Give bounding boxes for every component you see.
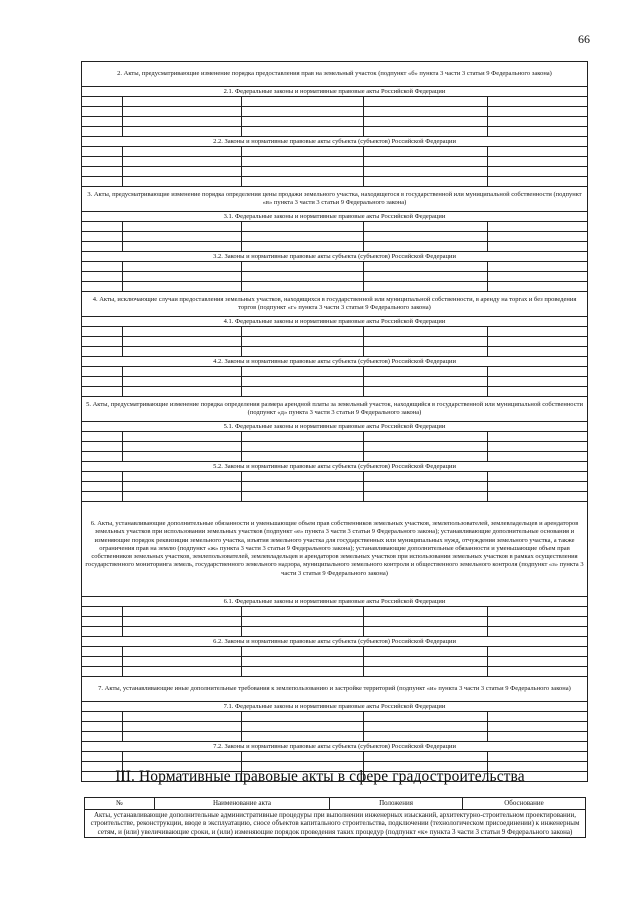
empty-cell: [242, 177, 364, 187]
empty-cell: [488, 117, 588, 127]
empty-cell: [364, 337, 488, 347]
empty-cell: [82, 272, 123, 282]
empty-cell: [242, 347, 364, 357]
blank-row: [82, 732, 588, 742]
empty-cell: [123, 107, 242, 117]
empty-cell: [488, 472, 588, 482]
empty-cell: [364, 232, 488, 242]
empty-cell: [242, 377, 364, 387]
regional-subheading-row: [82, 637, 588, 647]
regional-subheading-row: [82, 252, 588, 262]
group-heading-row: [82, 62, 588, 87]
empty-cell: [242, 147, 364, 157]
empty-cell: [488, 617, 588, 627]
empty-cell: [123, 242, 242, 252]
empty-cell: [364, 647, 488, 657]
blank-row: [82, 157, 588, 167]
empty-cell: [82, 647, 123, 657]
regional-subheading-row: [82, 137, 588, 147]
empty-cell: [488, 177, 588, 187]
empty-cell: [242, 282, 364, 292]
empty-cell: [364, 147, 488, 157]
empty-cell: [123, 222, 242, 232]
empty-cell: [364, 387, 488, 397]
empty-cell: [364, 627, 488, 637]
empty-cell: [82, 147, 123, 157]
empty-cell: [242, 272, 364, 282]
empty-cell: [488, 442, 588, 452]
blank-row: [82, 222, 588, 232]
empty-cell: [242, 492, 364, 502]
empty-cell: [488, 722, 588, 732]
empty-cell: [488, 157, 588, 167]
empty-cell: [123, 282, 242, 292]
empty-cell: [364, 657, 488, 667]
empty-cell: [364, 452, 488, 462]
blank-row: [82, 97, 588, 107]
empty-cell: [364, 117, 488, 127]
regional-subheading: 3.2. Законы и нормативные правовые акты субъекта (субъектов) Российской Федерации: [82, 252, 588, 262]
empty-cell: [123, 722, 242, 732]
empty-cell: [82, 377, 123, 387]
empty-cell: [123, 147, 242, 157]
empty-cell: [82, 242, 123, 252]
empty-cell: [364, 722, 488, 732]
empty-cell: [82, 327, 123, 337]
group-heading-row: [82, 677, 588, 702]
page-number: 66: [578, 32, 590, 46]
empty-cell: [364, 127, 488, 137]
empty-cell: [123, 617, 242, 627]
empty-cell: [82, 97, 123, 107]
col-number-header: №: [85, 798, 155, 810]
empty-cell: [82, 472, 123, 482]
blank-row: [82, 657, 588, 667]
blank-row: [82, 482, 588, 492]
empty-cell: [82, 667, 123, 677]
empty-cell: [123, 442, 242, 452]
federal-subheading: 3.1. Федеральные законы и нормативные правовые акты Российской Федерации: [82, 212, 588, 222]
empty-cell: [82, 432, 123, 442]
empty-cell: [488, 492, 588, 502]
empty-cell: [364, 282, 488, 292]
empty-cell: [488, 167, 588, 177]
regional-subheading: 6.2. Законы и нормативные правовые акты субъекта (субъектов) Российской Федерации: [82, 637, 588, 647]
empty-cell: [488, 387, 588, 397]
empty-cell: [82, 607, 123, 617]
empty-cell: [82, 222, 123, 232]
regional-subheading-row: [82, 357, 588, 367]
empty-cell: [123, 657, 242, 667]
regional-subheading: 7.2. Законы и нормативные правовые акты субъекта (субъектов) Российской Федерации: [82, 742, 588, 752]
empty-cell: [364, 327, 488, 337]
empty-cell: [242, 327, 364, 337]
empty-cell: [364, 272, 488, 282]
empty-cell: [82, 732, 123, 742]
empty-cell: [364, 157, 488, 167]
empty-cell: [123, 347, 242, 357]
empty-cell: [242, 432, 364, 442]
blank-row: [82, 127, 588, 137]
empty-cell: [242, 722, 364, 732]
empty-cell: [242, 482, 364, 492]
empty-cell: [242, 232, 364, 242]
empty-cell: [123, 117, 242, 127]
blank-row: [82, 617, 588, 627]
empty-cell: [242, 472, 364, 482]
empty-cell: [242, 752, 364, 762]
empty-cell: [82, 442, 123, 452]
regional-subheading: 4.2. Законы и нормативные правовые акты субъекта (субъектов) Российской Федерации: [82, 357, 588, 367]
empty-cell: [82, 157, 123, 167]
empty-cell: [242, 607, 364, 617]
empty-cell: [82, 347, 123, 357]
empty-cell: [123, 327, 242, 337]
group-heading-row: [82, 397, 588, 422]
acts-table: [81, 61, 588, 782]
blank-row: [82, 262, 588, 272]
blank-row: [82, 107, 588, 117]
empty-cell: [82, 127, 123, 137]
empty-cell: [82, 722, 123, 732]
empty-cell: [123, 232, 242, 242]
empty-cell: [364, 97, 488, 107]
blank-row: [82, 452, 588, 462]
federal-subheading-row: [82, 317, 588, 327]
empty-cell: [123, 667, 242, 677]
section-3-title: III. Нормативные правовые акты в сфере градостроительства: [115, 768, 525, 785]
empty-cell: [364, 732, 488, 742]
empty-cell: [242, 387, 364, 397]
empty-cell: [123, 472, 242, 482]
empty-cell: [82, 167, 123, 177]
section-3-row-text: Акты, устанавливающие дополнительные административные процедуры при выполнении инженерных изысканий, архитектурно-строительном проектировании, строительстве, реконструкции, вводе в эксплуатацию, сносе объектов капитального строительства, подключении (технологическом присоединении) к инженерным сетям, и (или) увеличивающие сроки, и (или) изменяющие порядок проведения таких процедур (подпункт «к» пункта 3 части 3 статьи 9 Федерального закона): [85, 809, 586, 838]
empty-cell: [364, 492, 488, 502]
empty-cell: [123, 367, 242, 377]
empty-cell: [488, 607, 588, 617]
blank-row: [82, 377, 588, 387]
empty-cell: [242, 97, 364, 107]
empty-cell: [123, 432, 242, 442]
empty-cell: [488, 147, 588, 157]
empty-cell: [364, 222, 488, 232]
empty-cell: [488, 272, 588, 282]
blank-row: [82, 387, 588, 397]
empty-cell: [364, 242, 488, 252]
empty-cell: [82, 712, 123, 722]
blank-row: [82, 327, 588, 337]
group-heading: 4. Акты, исключающие случаи предоставления земельных участков, находящихся в государственной или муниципальной собственности, в аренду на торгах и без проведения торгов (подпункт «г» пункта 3 части 3 статьи 9 Федерального закона): [82, 292, 588, 317]
empty-cell: [488, 127, 588, 137]
empty-cell: [82, 482, 123, 492]
section-3-header-row: [85, 798, 586, 810]
blank-row: [82, 242, 588, 252]
empty-cell: [82, 117, 123, 127]
empty-cell: [488, 367, 588, 377]
empty-cell: [242, 107, 364, 117]
empty-cell: [488, 452, 588, 462]
blank-row: [82, 722, 588, 732]
empty-cell: [82, 657, 123, 667]
empty-cell: [242, 117, 364, 127]
empty-cell: [364, 432, 488, 442]
regional-subheading: 2.2. Законы и нормативные правовые акты субъекта (субъектов) Российской Федерации: [82, 137, 588, 147]
federal-subheading-row: [82, 702, 588, 712]
blank-row: [82, 432, 588, 442]
empty-cell: [242, 157, 364, 167]
federal-subheading-row: [82, 87, 588, 97]
col-provisions-header: Положения: [330, 798, 463, 810]
blank-row: [82, 282, 588, 292]
empty-cell: [364, 347, 488, 357]
blank-row: [82, 272, 588, 282]
empty-cell: [123, 177, 242, 187]
empty-cell: [123, 647, 242, 657]
blank-row: [82, 232, 588, 242]
federal-subheading: 6.1. Федеральные законы и нормативные правовые акты Российской Федерации: [82, 597, 588, 607]
empty-cell: [488, 242, 588, 252]
empty-cell: [82, 282, 123, 292]
blank-row: [82, 647, 588, 657]
regional-subheading: 5.2. Законы и нормативные правовые акты субъекта (субъектов) Российской Федерации: [82, 462, 588, 472]
empty-cell: [364, 367, 488, 377]
empty-cell: [488, 107, 588, 117]
col-act-name-header: Наименование акта: [155, 798, 330, 810]
blank-row: [82, 607, 588, 617]
empty-cell: [364, 262, 488, 272]
empty-cell: [488, 262, 588, 272]
empty-cell: [364, 667, 488, 677]
section-3-table: [84, 797, 586, 838]
regional-subheading-row: [82, 462, 588, 472]
empty-cell: [123, 127, 242, 137]
empty-cell: [242, 657, 364, 667]
empty-cell: [123, 627, 242, 637]
blank-row: [82, 667, 588, 677]
empty-cell: [488, 482, 588, 492]
empty-cell: [82, 337, 123, 347]
blank-row: [82, 712, 588, 722]
blank-row: [82, 347, 588, 357]
group-heading: 6. Акты, устанавливающие дополнительные обязанности и уменьшающие объем прав собственников земельных участков, землепользователей, землевладельцев и арендаторов земельных участков при использовании земельных участков (подпункт «е» пункта 3 части 3 статьи 9 Федерального закона); устанавливающие дополнительные основания и изменяющие порядок реквизиции земельного участка, изъятия земельного участка для государственных или муниципальных нужд, отчуждения земельного участка, а также ограничения прав на землю (подпункт «ж» пункта 3 части 3 статьи 9 Федерального закона); устанавливающие дополнительные обязанности и уменьшающие объем прав собственников земельных участков, землепользователей, землевладельцев и арендаторов земельных участков при использовании земельных участков в рамках осуществления государственного мониторинга земель, государственного земельного надзора, муниципального земельного контроля и общественного земельного контроля (подпункт «з» пункта 3 части 3 статьи 9 Федерального закона): [82, 502, 588, 597]
empty-cell: [242, 452, 364, 462]
empty-cell: [82, 492, 123, 502]
empty-cell: [242, 627, 364, 637]
empty-cell: [123, 262, 242, 272]
group-heading-row: [82, 187, 588, 212]
empty-cell: [364, 752, 488, 762]
empty-cell: [364, 482, 488, 492]
empty-cell: [242, 647, 364, 657]
empty-cell: [242, 167, 364, 177]
federal-subheading-row: [82, 422, 588, 432]
blank-row: [82, 627, 588, 637]
col-justification-header: Обоснование: [463, 798, 586, 810]
group-heading-row: [82, 292, 588, 317]
empty-cell: [488, 752, 588, 762]
empty-cell: [123, 607, 242, 617]
empty-cell: [123, 712, 242, 722]
empty-cell: [123, 97, 242, 107]
empty-cell: [488, 667, 588, 677]
empty-cell: [364, 617, 488, 627]
empty-cell: [123, 157, 242, 167]
empty-cell: [242, 337, 364, 347]
empty-cell: [123, 377, 242, 387]
empty-cell: [82, 752, 123, 762]
blank-row: [82, 367, 588, 377]
blank-row: [82, 472, 588, 482]
empty-cell: [242, 367, 364, 377]
empty-cell: [82, 367, 123, 377]
empty-cell: [364, 177, 488, 187]
empty-cell: [123, 337, 242, 347]
federal-subheading-row: [82, 597, 588, 607]
group-heading: 2. Акты, предусматривающие изменение порядка предоставления прав на земельный участок (подпункт «б» пункта 3 части 3 статьи 9 Федерального закона): [82, 62, 588, 87]
federal-subheading: 4.1. Федеральные законы и нормативные правовые акты Российской Федерации: [82, 317, 588, 327]
empty-cell: [488, 377, 588, 387]
blank-row: [82, 492, 588, 502]
federal-subheading: 7.1. Федеральные законы и нормативные правовые акты Российской Федерации: [82, 702, 588, 712]
empty-cell: [364, 607, 488, 617]
empty-cell: [488, 222, 588, 232]
empty-cell: [123, 167, 242, 177]
empty-cell: [123, 482, 242, 492]
empty-cell: [488, 432, 588, 442]
blank-row: [82, 117, 588, 127]
group-heading: 3. Акты, предусматривающие изменение порядка определения цены продажи земельного участка, находящегося в государственной или муниципальной собственности (подпункт «в» пункта 3 части 3 статьи 9 Федерального закона): [82, 187, 588, 212]
empty-cell: [242, 222, 364, 232]
empty-cell: [242, 262, 364, 272]
empty-cell: [242, 732, 364, 742]
empty-cell: [488, 337, 588, 347]
empty-cell: [82, 617, 123, 627]
empty-cell: [82, 387, 123, 397]
empty-cell: [123, 752, 242, 762]
empty-cell: [123, 272, 242, 282]
section-3-content-row: [85, 809, 586, 838]
federal-subheading-row: [82, 212, 588, 222]
empty-cell: [123, 492, 242, 502]
empty-cell: [488, 657, 588, 667]
empty-cell: [364, 167, 488, 177]
empty-cell: [488, 232, 588, 242]
group-heading: 5. Акты, предусматривающие изменение порядка определения размера арендной платы за земельный участок, находящийся в государственной или муниципальной собственности (подпункт «д» пункта 3 части 3 статьи 9 Федерального закона): [82, 397, 588, 422]
empty-cell: [242, 667, 364, 677]
federal-subheading: 5.1. Федеральные законы и нормативные правовые акты Российской Федерации: [82, 422, 588, 432]
empty-cell: [82, 452, 123, 462]
empty-cell: [488, 347, 588, 357]
empty-cell: [123, 452, 242, 462]
empty-cell: [364, 377, 488, 387]
empty-cell: [242, 712, 364, 722]
empty-cell: [364, 107, 488, 117]
empty-cell: [123, 387, 242, 397]
empty-cell: [488, 282, 588, 292]
blank-row: [82, 167, 588, 177]
blank-row: [82, 442, 588, 452]
blank-row: [82, 177, 588, 187]
blank-row: [82, 752, 588, 762]
empty-cell: [488, 97, 588, 107]
empty-cell: [364, 442, 488, 452]
empty-cell: [488, 647, 588, 657]
federal-subheading: 2.1. Федеральные законы и нормативные правовые акты Российской Федерации: [82, 87, 588, 97]
group-heading-row: [82, 502, 588, 597]
regional-subheading-row: [82, 742, 588, 752]
empty-cell: [242, 127, 364, 137]
empty-cell: [488, 327, 588, 337]
empty-cell: [82, 107, 123, 117]
empty-cell: [364, 712, 488, 722]
empty-cell: [242, 442, 364, 452]
blank-row: [82, 147, 588, 157]
empty-cell: [364, 472, 488, 482]
empty-cell: [82, 627, 123, 637]
blank-row: [82, 337, 588, 347]
empty-cell: [488, 732, 588, 742]
empty-cell: [488, 712, 588, 722]
group-heading: 7. Акты, устанавливающие иные дополнительные требования к землепользованию и застройке территорий (подпункт «и» пункта 3 части 3 статьи 9 Федерального закона): [82, 677, 588, 702]
empty-cell: [242, 242, 364, 252]
empty-cell: [82, 177, 123, 187]
empty-cell: [82, 232, 123, 242]
empty-cell: [123, 732, 242, 742]
empty-cell: [488, 627, 588, 637]
empty-cell: [82, 262, 123, 272]
empty-cell: [242, 617, 364, 627]
